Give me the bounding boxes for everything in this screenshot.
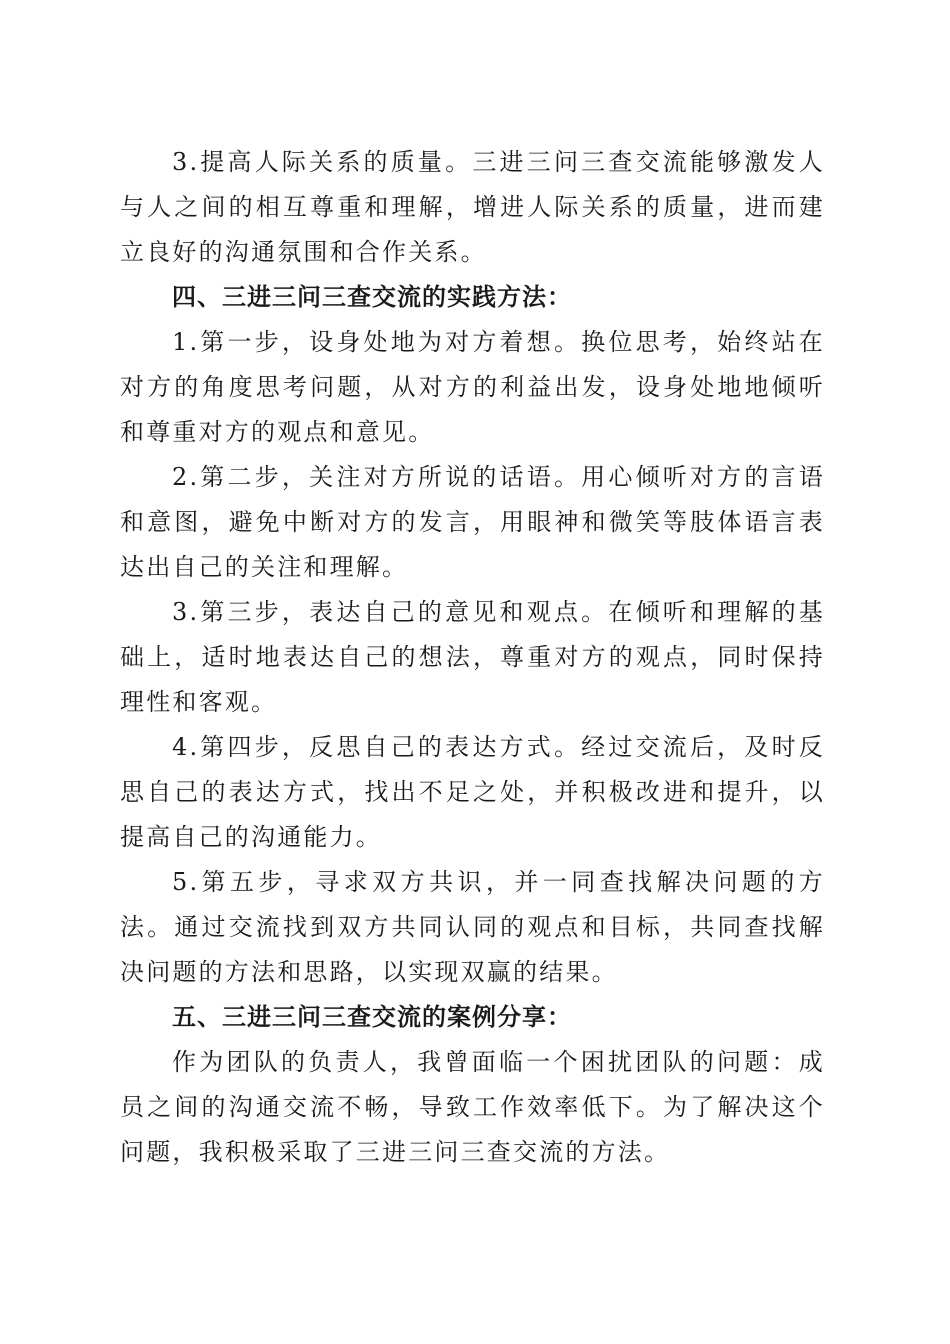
paragraph-step-5: 5.第五步，寻求双方共识，并一同查找解决问题的方法。通过交流找到双方共同认同的观点和目标，共同查找解决问题的方法和思路，以实现双赢的结果。 (120, 868, 825, 986)
paragraph-step-1: 1.第一步，设身处地为对方着想。换位思考，始终站在对方的角度思考问题，从对方的利益出发，设身处地地倾听和尊重对方的观点和意见。 (120, 328, 825, 446)
document-body (120, 140, 825, 1175)
paragraph-relationship-quality: 3.提高人际关系的质量。三进三问三查交流能够激发人与人之间的相互尊重和理解，增进人际关系的质量，进而建立良好的沟通氛围和合作关系。 (120, 148, 825, 266)
section-heading-case-sharing: 五、三进三问三查交流的案例分享： (172, 1003, 572, 1031)
paragraph-step-4: 4.第四步，反思自己的表达方式。经过交流后，及时反思自己的表达方式，找出不足之处，并积极改进和提升，以提高自己的沟通能力。 (120, 733, 825, 851)
section-heading-practice-methods: 四、三进三问三查交流的实践方法： (172, 283, 572, 311)
paragraph-case: 作为团队的负责人，我曾面临一个困扰团队的问题：成员之间的沟通交流不畅，导致工作效率低下。为了解决这个问题，我积极采取了三进三问三查交流的方法。 (120, 1048, 825, 1166)
paragraph-step-3: 3.第三步，表达自己的意见和观点。在倾听和理解的基础上，适时地表达自己的想法，尊重对方的观点，同时保持理性和客观。 (120, 598, 825, 716)
paragraph-step-2: 2.第二步，关注对方所说的话语。用心倾听对方的言语和意图，避免中断对方的发言，用眼神和微笑等肢体语言表达出自己的关注和理解。 (120, 463, 825, 581)
